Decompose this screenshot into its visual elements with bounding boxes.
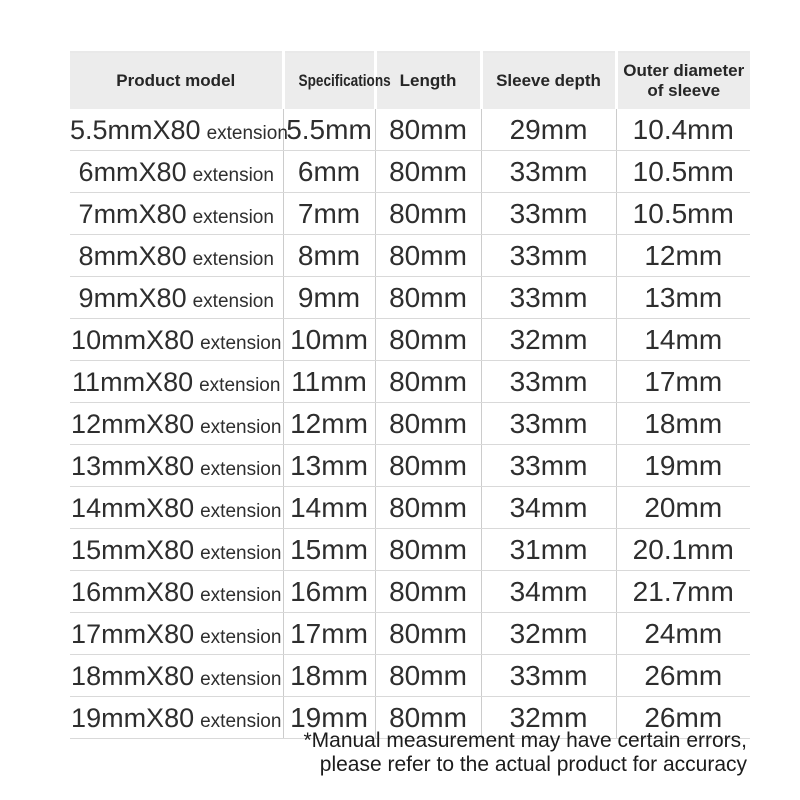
spec-table	[70, 51, 750, 739]
table-row	[70, 445, 750, 487]
sleeve-depth-value: 34mm	[509, 491, 588, 523]
cell-sleeve-depth	[481, 655, 616, 697]
cell-length	[375, 319, 481, 361]
cell-specifications	[283, 613, 375, 655]
cell-outer-diameter	[616, 319, 750, 361]
length-value: 80mm	[389, 449, 467, 481]
product-model-value: 9mmX80	[78, 282, 187, 313]
cell-product-model	[70, 361, 283, 403]
specifications-value: 9mm	[297, 281, 361, 313]
product-model-suffix: extension	[192, 290, 274, 312]
outer-diameter-value: 18mm	[644, 407, 723, 439]
cell-sleeve-depth	[481, 277, 616, 319]
outer-diameter-value: 21.7mm	[632, 575, 734, 607]
cell-outer-diameter	[616, 655, 750, 697]
cell-outer-diameter	[616, 109, 750, 151]
cell-length	[375, 361, 481, 403]
table-row	[70, 193, 750, 235]
length-value: 80mm	[389, 701, 467, 733]
table-body	[70, 109, 750, 739]
table-header	[70, 52, 750, 109]
product-model-suffix: extension	[200, 416, 282, 438]
cell-specifications	[283, 529, 375, 571]
outer-diameter-value: 10.5mm	[632, 197, 734, 229]
outer-diameter-value: 26mm	[644, 701, 723, 733]
header-cell-outer-diameter	[616, 52, 750, 109]
outer-diameter-value: 19mm	[644, 449, 723, 481]
cell-outer-diameter	[616, 235, 750, 277]
product-model-value: 6mmX80	[78, 156, 187, 187]
product-model-value: 11mmX80	[72, 366, 194, 397]
length-value: 80mm	[389, 323, 467, 355]
sleeve-depth-value: 29mm	[509, 113, 588, 145]
cell-specifications	[283, 571, 375, 613]
header-cell-product-model	[70, 52, 283, 109]
cell-specifications	[283, 487, 375, 529]
length-value: 80mm	[389, 113, 467, 145]
product-model-value: 16mmX80	[71, 576, 195, 607]
product-model-suffix: extension	[192, 248, 274, 270]
product-model-suffix: extension	[192, 206, 274, 228]
cell-specifications	[283, 193, 375, 235]
outer-diameter-value: 10.5mm	[632, 155, 734, 187]
cell-outer-diameter	[616, 403, 750, 445]
cell-sleeve-depth	[481, 529, 616, 571]
cell-outer-diameter	[616, 277, 750, 319]
header-cell-sleeve-depth	[481, 52, 616, 109]
length-value: 80mm	[389, 533, 467, 565]
outer-diameter-value: 17mm	[644, 365, 723, 397]
cell-specifications	[283, 319, 375, 361]
specifications-value: 6mm	[297, 155, 361, 187]
cell-outer-diameter	[616, 151, 750, 193]
cell-sleeve-depth	[481, 403, 616, 445]
cell-product-model	[70, 277, 283, 319]
specifications-value: 17mm	[290, 617, 368, 649]
cell-product-model	[70, 529, 283, 571]
outer-diameter-value: 10.4mm	[632, 113, 734, 145]
length-value: 80mm	[389, 659, 467, 691]
length-value: 80mm	[389, 617, 467, 649]
cell-sleeve-depth	[481, 613, 616, 655]
product-model-suffix: extension	[206, 122, 288, 144]
cell-outer-diameter	[616, 193, 750, 235]
product-model-value: 19mmX80	[71, 702, 195, 733]
length-value: 80mm	[389, 281, 467, 313]
table-row	[70, 319, 750, 361]
cell-product-model	[70, 319, 283, 361]
product-model-suffix: extension	[200, 668, 282, 690]
cell-product-model	[70, 403, 283, 445]
outer-diameter-value: 20mm	[644, 491, 723, 523]
cell-sleeve-depth	[481, 235, 616, 277]
product-model-suffix: extension	[199, 374, 281, 396]
table-row	[70, 151, 750, 193]
table-row	[70, 109, 750, 151]
specifications-value: 11mm	[291, 365, 367, 397]
header-cell-specifications	[283, 52, 391, 109]
footnote-line2: please refer to the actual product for accuracy	[319, 752, 747, 776]
sleeve-depth-value: 33mm	[509, 449, 588, 481]
specifications-value: 15mm	[290, 533, 368, 565]
footnote-line1: *Manual measurement may have certain errors,	[303, 729, 747, 752]
product-model-value: 17mmX80	[71, 618, 195, 649]
specifications-value: 5.5mm	[286, 113, 372, 145]
product-model-value: 7mmX80	[78, 198, 187, 229]
specifications-value: 12mm	[290, 407, 368, 439]
table-row	[70, 529, 750, 571]
cell-outer-diameter	[616, 361, 750, 403]
header-cell-length	[375, 52, 481, 109]
product-model-value: 18mmX80	[71, 660, 195, 691]
specifications-value: 19mm	[290, 701, 368, 733]
outer-diameter-value: 12mm	[644, 239, 723, 271]
product-model-value: 10mmX80	[71, 324, 195, 355]
product-model-value: 12mmX80	[71, 408, 195, 439]
table-row	[70, 235, 750, 277]
product-model-suffix: extension	[192, 164, 274, 186]
specifications-value: 7mm	[297, 197, 361, 229]
cell-product-model	[70, 109, 288, 151]
outer-diameter-value: 13mm	[644, 281, 723, 313]
header-row	[70, 52, 750, 109]
cell-length	[375, 277, 481, 319]
product-model-suffix: extension	[200, 626, 282, 648]
cell-sleeve-depth	[481, 319, 616, 361]
sleeve-depth-value: 34mm	[509, 575, 588, 607]
product-model-value: 5.5mmX80	[70, 114, 201, 145]
length-value: 80mm	[389, 491, 467, 523]
cell-length	[375, 529, 481, 571]
cell-product-model	[70, 193, 283, 235]
specifications-value: 13mm	[290, 449, 368, 481]
product-model-value: 15mmX80	[71, 534, 195, 565]
cell-outer-diameter	[616, 613, 750, 655]
cell-length	[375, 109, 481, 151]
outer-diameter-value: 24mm	[644, 617, 723, 649]
outer-diameter-value: 26mm	[644, 659, 723, 691]
cell-sleeve-depth	[481, 151, 616, 193]
specifications-value: 8mm	[297, 239, 361, 271]
cell-specifications	[283, 235, 375, 277]
length-value: 80mm	[389, 365, 467, 397]
header-label-product-model: Product model	[116, 70, 236, 90]
product-model-suffix: extension	[200, 500, 282, 522]
product-model-suffix: extension	[200, 584, 282, 606]
cell-product-model	[70, 445, 283, 487]
cell-sleeve-depth	[481, 571, 616, 613]
table-row	[70, 655, 750, 697]
cell-sleeve-depth	[481, 109, 616, 151]
table-row	[70, 571, 750, 613]
product-model-value: 13mmX80	[71, 450, 195, 481]
cell-length	[375, 487, 481, 529]
sleeve-depth-value: 33mm	[509, 281, 588, 313]
cell-specifications	[283, 403, 375, 445]
cell-specifications	[283, 277, 375, 319]
cell-length	[375, 571, 481, 613]
header-label-specifications: Specifications	[298, 70, 391, 90]
cell-specifications	[283, 361, 375, 403]
cell-length	[375, 403, 481, 445]
cell-specifications	[283, 109, 375, 151]
product-model-value: 14mmX80	[71, 492, 195, 523]
cell-length	[375, 235, 481, 277]
table-row	[70, 277, 750, 319]
product-model-suffix: extension	[200, 458, 282, 480]
cell-outer-diameter	[616, 445, 750, 487]
outer-diameter-value: 14mm	[644, 323, 723, 355]
table-row	[70, 613, 750, 655]
cell-product-model	[70, 697, 283, 739]
cell-sleeve-depth	[481, 487, 616, 529]
cell-length	[375, 445, 481, 487]
specifications-value: 14mm	[290, 491, 368, 523]
table-row	[70, 403, 750, 445]
specifications-value: 18mm	[290, 659, 368, 691]
length-value: 80mm	[389, 407, 467, 439]
cell-length	[375, 613, 481, 655]
sleeve-depth-value: 33mm	[509, 155, 588, 187]
sleeve-depth-value: 32mm	[509, 701, 588, 733]
table-row	[70, 487, 750, 529]
cell-length	[375, 151, 481, 193]
cell-product-model	[70, 571, 283, 613]
cell-product-model	[70, 655, 283, 697]
length-value: 80mm	[389, 575, 467, 607]
product-model-suffix: extension	[200, 542, 282, 564]
cell-product-model	[70, 151, 283, 193]
sleeve-depth-value: 32mm	[509, 323, 588, 355]
sleeve-depth-value: 33mm	[509, 365, 588, 397]
cell-length	[375, 193, 481, 235]
product-model-suffix: extension	[200, 332, 282, 354]
cell-product-model	[70, 235, 283, 277]
outer-diameter-value: 20.1mm	[632, 533, 734, 565]
cell-length	[375, 655, 481, 697]
cell-specifications	[283, 655, 375, 697]
specifications-value: 10mm	[290, 323, 368, 355]
product-model-suffix: extension	[200, 710, 282, 732]
cell-outer-diameter	[616, 571, 750, 613]
cell-outer-diameter	[616, 529, 750, 571]
sleeve-depth-value: 32mm	[509, 617, 588, 649]
product-model-value: 8mmX80	[78, 240, 187, 271]
header-label-length: Length	[399, 70, 457, 90]
cell-sleeve-depth	[481, 193, 616, 235]
cell-product-model	[70, 613, 283, 655]
cell-outer-diameter	[616, 487, 750, 529]
sleeve-depth-value: 31mm	[509, 533, 588, 565]
length-value: 80mm	[389, 197, 467, 229]
cell-sleeve-depth	[481, 361, 616, 403]
cell-sleeve-depth	[481, 445, 616, 487]
sleeve-depth-value: 33mm	[509, 239, 588, 271]
cell-product-model	[70, 487, 283, 529]
sleeve-depth-value: 33mm	[509, 659, 588, 691]
length-value: 80mm	[389, 239, 467, 271]
header-label-sleeve-depth: Sleeve depth	[496, 70, 601, 90]
specifications-value: 16mm	[290, 575, 368, 607]
cell-specifications	[283, 151, 375, 193]
sleeve-depth-value: 33mm	[509, 197, 588, 229]
header-label-outer-diameter: Outer diameter of sleeve	[623, 60, 745, 100]
table-row	[70, 361, 750, 403]
footnote	[303, 729, 747, 777]
length-value: 80mm	[389, 155, 467, 187]
sleeve-depth-value: 33mm	[509, 407, 588, 439]
cell-specifications	[283, 445, 375, 487]
